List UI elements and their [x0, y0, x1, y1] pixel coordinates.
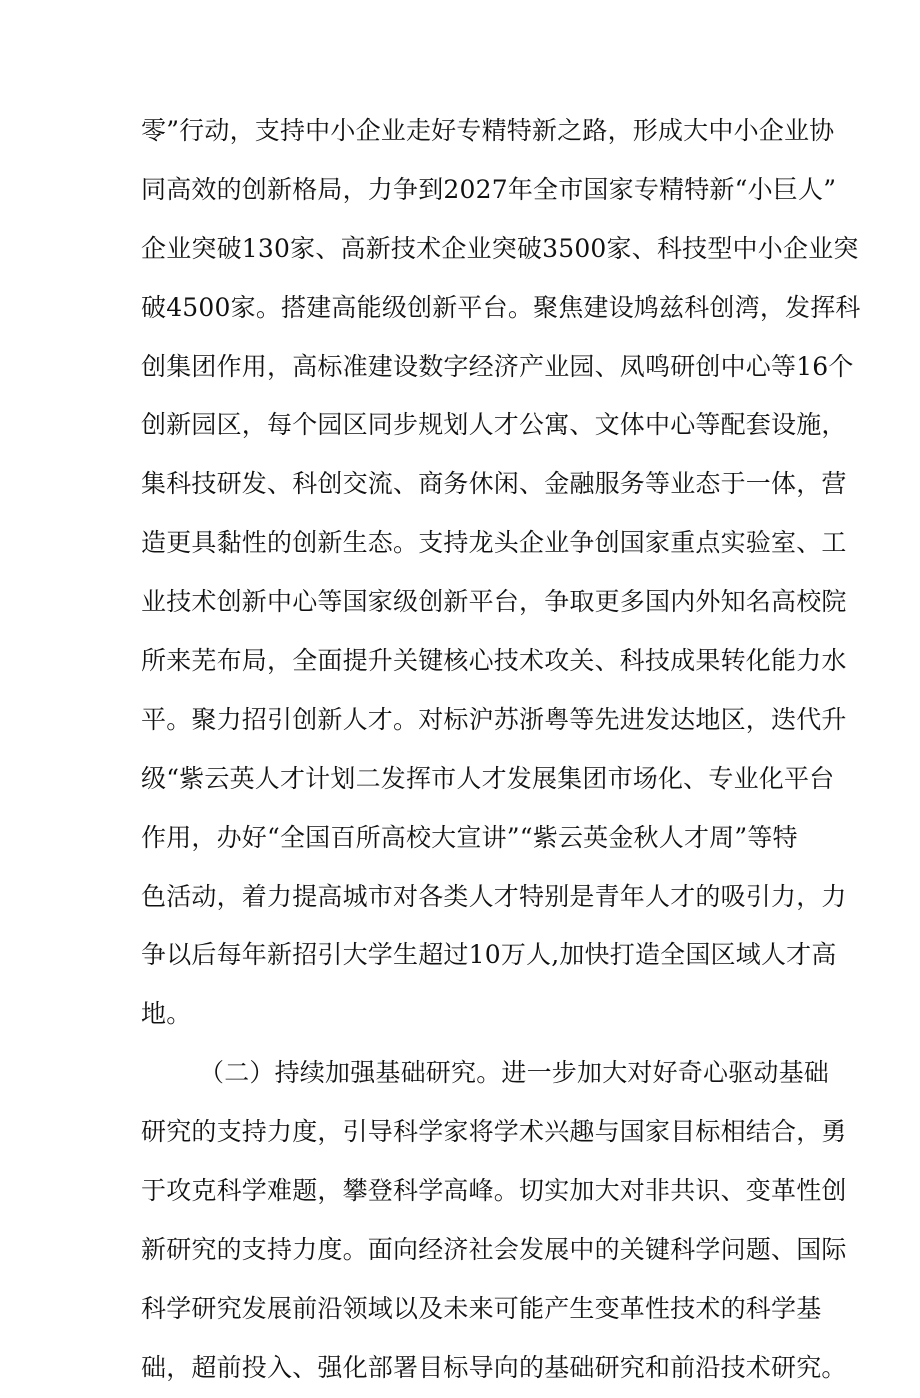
paragraph-line: 破4500家。搭建高能级创新平台。聚焦建设鸠兹科创湾，发挥科 [141, 292, 861, 322]
paragraph-line: 所来芜布局，全面提升关键核心技术攻关、科技成果转化能力水 [141, 646, 847, 676]
paragraph-line: 新研究的支持力度。面向经济社会发展中的关键科学问题、国际 [141, 1234, 847, 1264]
paragraph-line: 企业突破130家、高新技术企业突破3500家、科技型中小企业突 [141, 233, 859, 263]
paragraph-line: 色活动，着力提高城市对各类人才特别是青年人才的吸引力，力 [141, 881, 847, 911]
paragraph-line: 创集团作用，高标准建设数字经济产业园、凤鸣研创中心等16个 [141, 351, 854, 381]
paragraph-line: 集科技研发、科创交流、商务休闲、金融服务等业态于一体，营 [141, 469, 847, 499]
paragraph-line: 于攻克科学难题，攀登科学高峰。切实加大对非共识、变革性创 [141, 1176, 847, 1206]
document-body [141, 102, 861, 1398]
paragraph-line: 造更具黏性的创新生态。支持龙头企业争创国家重点实验室、工 [141, 528, 847, 558]
paragraph-line: （二）持续加强基础研究。进一步加大对好奇心驱动基础 [199, 1058, 830, 1088]
paragraph-line: 业技术创新中心等国家级创新平台，争取更多国内外知名高校院 [141, 587, 847, 617]
paragraph-line: 平。聚力招引创新人才。对标沪苏浙粤等先进发达地区，迭代升 [141, 704, 847, 734]
paragraph-2 [141, 1044, 847, 1397]
paragraph-line: 同高效的创新格局，力争到2027年全市国家专精特新“小巨人” [141, 174, 837, 204]
paragraph-line: 创新园区，每个园区同步规划人才公寓、文体中心等配套设施， [141, 410, 847, 440]
paragraph-line: 地。 [141, 999, 192, 1029]
paragraph-line: 争以后每年新招引大学生超过10万人,加快打造全国区域人才高 [141, 940, 837, 970]
paragraph-line: 作用，办好“全国百所高校大宣讲”“紫云英金秋人才周”等特 [141, 822, 798, 852]
paragraph-line: 级“紫云英人才计划二发挥市人才发展集团市场化、专业化平台 [141, 763, 835, 793]
paragraph-line: 研究的支持力度，引导科学家将学术兴趣与国家目标相结合，勇 [141, 1117, 847, 1147]
paragraph-line: 础，超前投入、强化部署目标导向的基础研究和前沿技术研究。 [141, 1352, 847, 1382]
paragraph-1 [141, 102, 861, 1044]
paragraph-line: 科学研究发展前沿领域以及未来可能产生变革性技术的科学基 [141, 1293, 822, 1323]
paragraph-line: 零”行动，支持中小企业走好专精特新之路，形成大中小企业协 [141, 116, 835, 145]
